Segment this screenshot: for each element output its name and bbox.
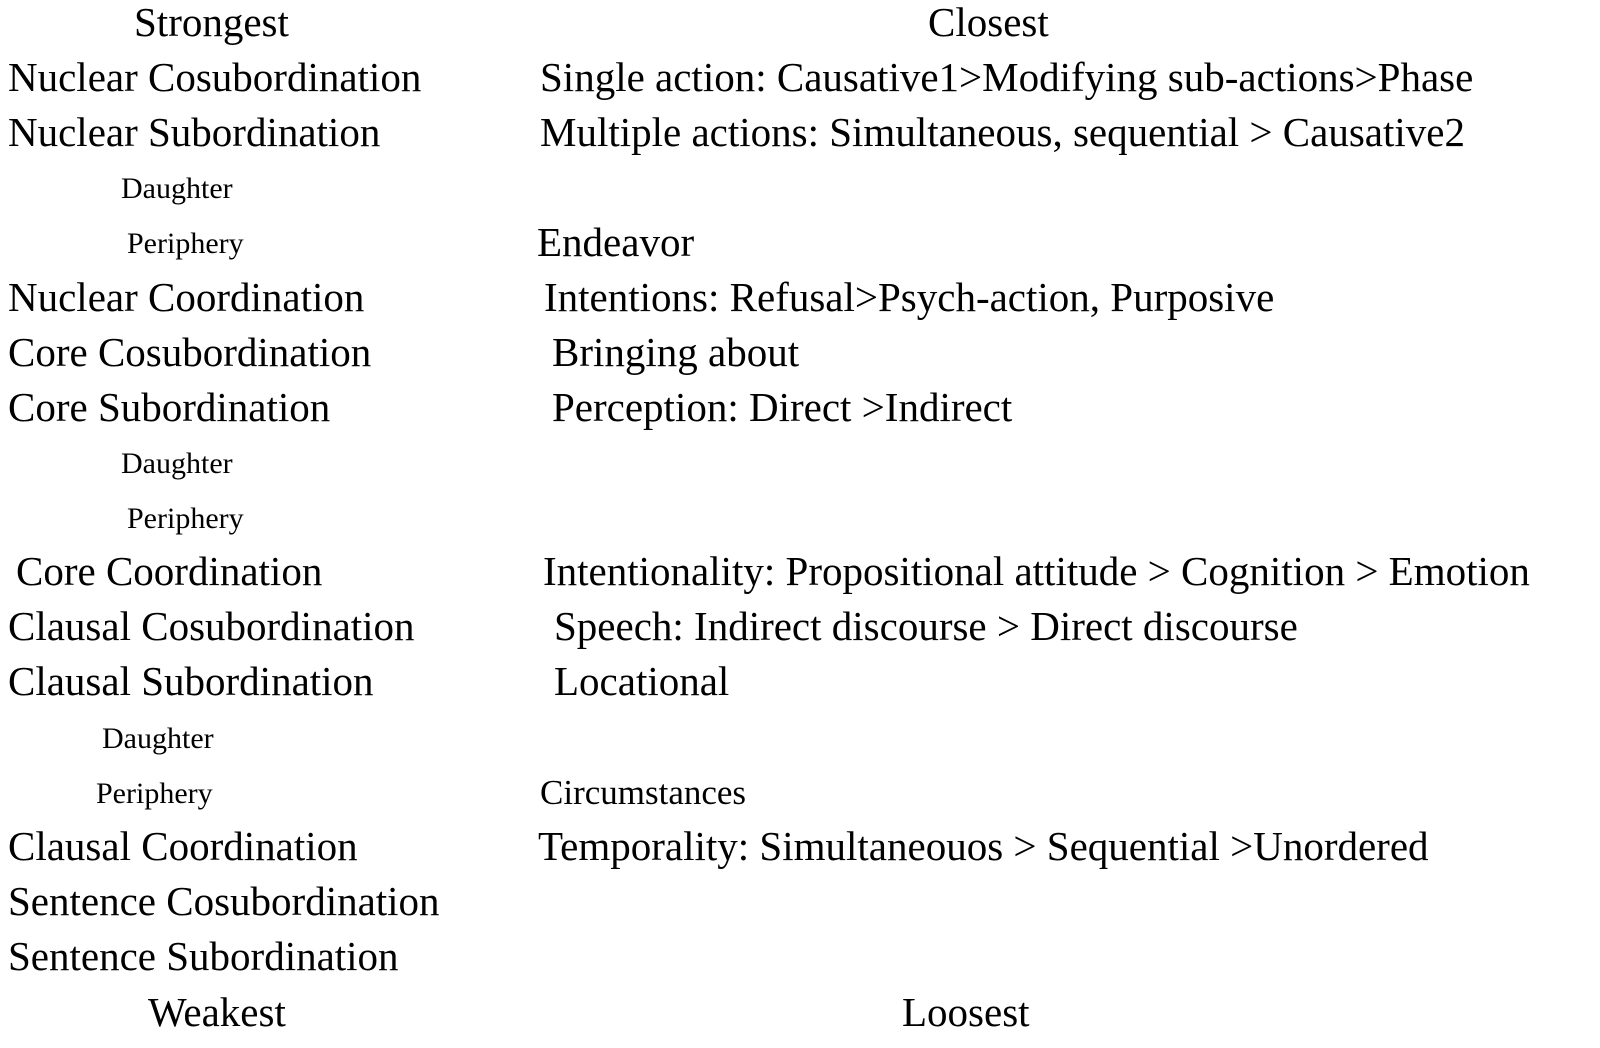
right-item-multiple-actions: Multiple actions: Simultaneous, sequential > Causative2: [540, 109, 1465, 155]
left-item-core-coordination: Core Coordination: [16, 548, 323, 594]
right-item-locational: Locational: [554, 658, 730, 704]
left-item-clausal-subordination: Clausal Subordination: [8, 658, 374, 704]
right-item-endeavor: Endeavor: [537, 219, 695, 265]
left-bottom-header: Weakest: [148, 989, 286, 1035]
right-item-temporality: Temporality: Simultaneouos > Sequential >Unordered: [538, 823, 1429, 869]
left-item-core-cosubordination: Core Cosubordination: [8, 329, 372, 375]
right-top-header: Closest: [928, 0, 1049, 45]
left-item-nuclear-coordination: Nuclear Coordination: [8, 274, 365, 320]
left-top-header: Strongest: [134, 0, 289, 45]
right-bottom-header: Loosest: [902, 989, 1030, 1035]
left-item-nuclear-subordination: Nuclear Subordination: [8, 109, 381, 155]
left-item-clausal-cosubordination: Clausal Cosubordination: [8, 603, 415, 649]
right-item-intentions: Intentions: Refusal>Psych-action, Purposive: [544, 274, 1275, 320]
left-item-periphery-nuclear: Periphery: [127, 227, 244, 260]
right-item-single-action: Single action: Causative1>Modifying sub-actions>Phase: [540, 54, 1474, 100]
right-item-perception: Perception: Direct >Indirect: [552, 384, 1013, 430]
left-item-periphery-core: Periphery: [127, 502, 244, 535]
right-item-intentionality: Intentionality: Propositional attitude > Cognition > Emotion: [543, 548, 1530, 594]
left-item-nuclear-cosubordination: Nuclear Cosubordination: [8, 54, 422, 100]
left-item-daughter-clausal: Daughter: [102, 722, 214, 755]
left-item-core-subordination: Core Subordination: [8, 384, 331, 430]
right-item-speech: Speech: Indirect discourse > Direct discourse: [554, 603, 1298, 649]
left-item-sentence-cosubordination: Sentence Cosubordination: [8, 878, 440, 924]
left-item-daughter-nuclear: Daughter: [121, 172, 233, 205]
right-item-bringing-about: Bringing about: [552, 329, 800, 375]
left-item-daughter-core: Daughter: [121, 447, 233, 480]
right-item-circumstances: Circumstances: [540, 773, 747, 812]
left-item-periphery-clausal: Periphery: [96, 777, 213, 810]
left-item-sentence-subordination: Sentence Subordination: [8, 933, 399, 979]
left-item-clausal-coordination: Clausal Coordination: [8, 823, 358, 869]
